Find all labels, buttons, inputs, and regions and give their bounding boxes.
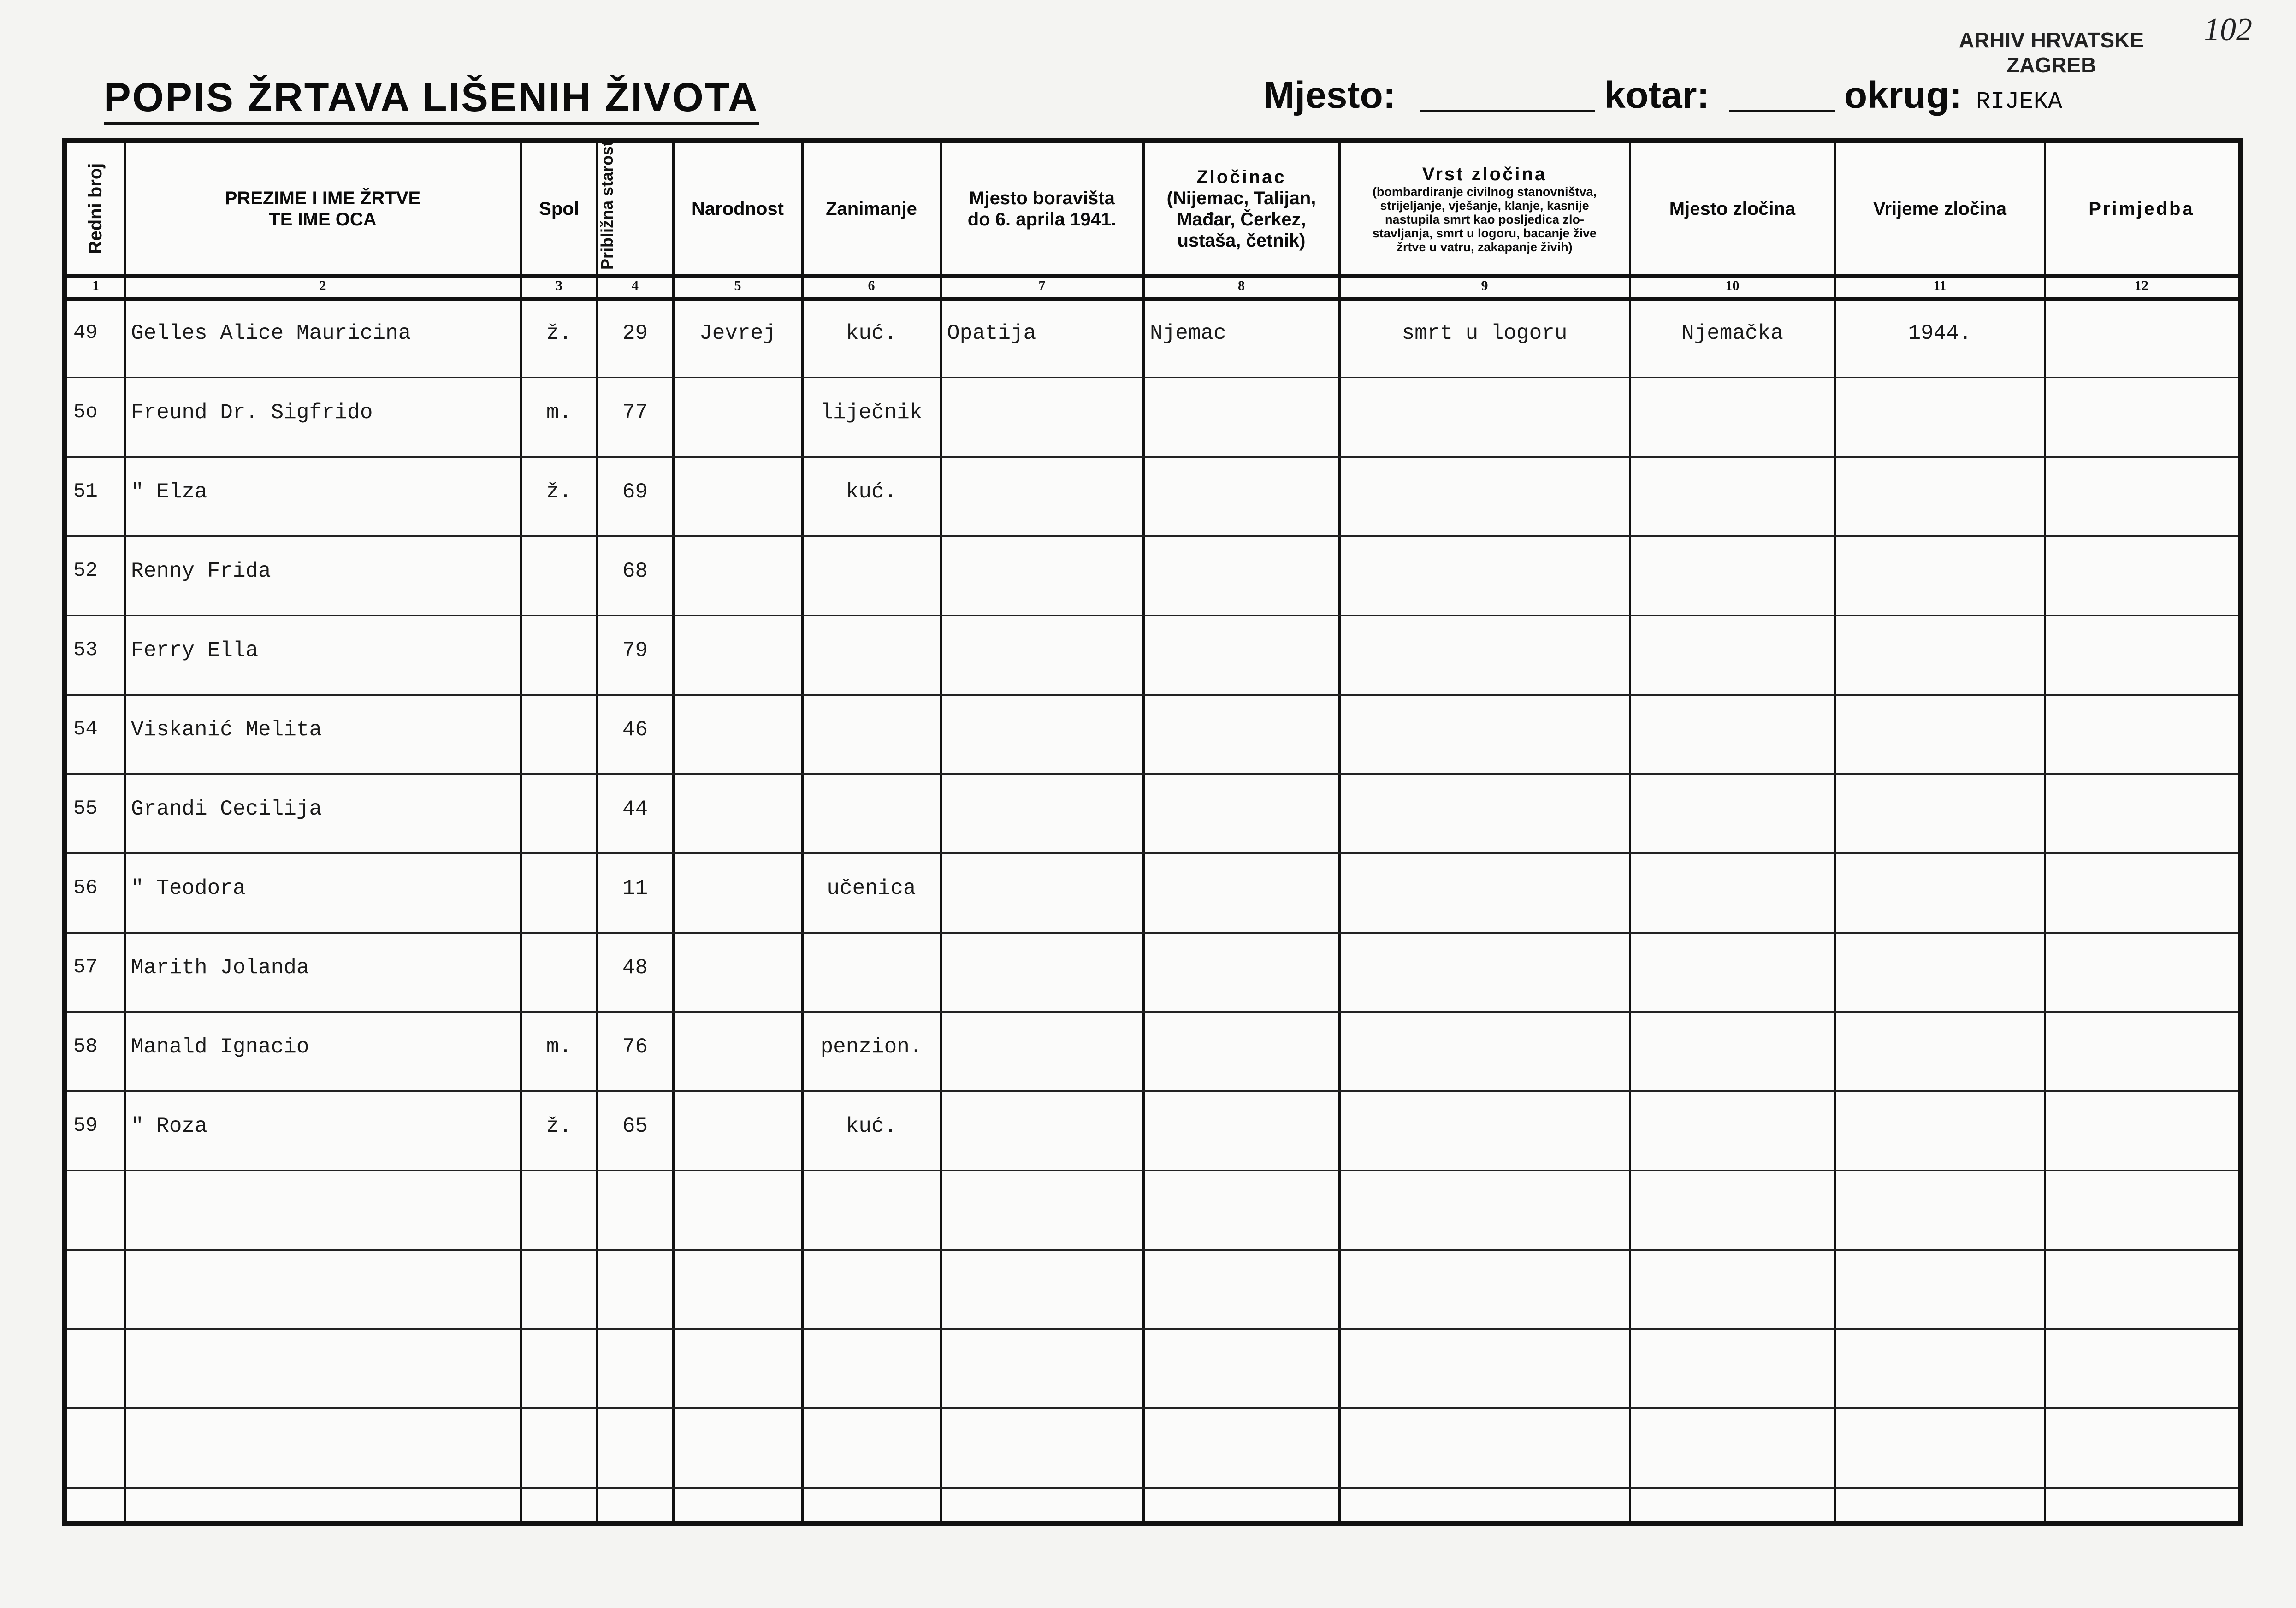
row-divider [67, 377, 2238, 378]
column-divider [596, 143, 598, 1521]
cell-name: Ferry Ella [131, 638, 259, 662]
cell-no: 57 [73, 956, 98, 979]
column-header-8-line-2: (Nijemac, Talijan, [1166, 188, 1316, 208]
column-number-8: 8 [1238, 278, 1245, 293]
archive-stamp [1959, 28, 2144, 77]
cell-sex: ž. [546, 1114, 572, 1138]
column-header-8-line-4: ustaša, četnik) [1177, 230, 1306, 251]
cell-res: Opatija [947, 321, 1036, 345]
row-divider [67, 1170, 2238, 1171]
row-divider [67, 1328, 2238, 1330]
cell-no: 52 [73, 559, 98, 582]
cell-nat: Jevrej [699, 321, 776, 345]
row-divider [67, 852, 2238, 854]
kotar-field [1604, 74, 1713, 117]
cell-occ: kuć. [846, 480, 897, 504]
column-header-8-line-3: Mađar, Čerkez, [1177, 209, 1306, 230]
cell-sex: ž. [546, 321, 572, 345]
mjesto-underline [1420, 110, 1595, 112]
okrug-value: RIJEKA [1976, 88, 2063, 115]
column-header-9-line-2: (bombardiranje civilnog stanovništva, [1372, 184, 1597, 199]
cell-sex: m. [546, 1035, 572, 1059]
column-header-1: Redni broj [85, 163, 106, 254]
column-number-7: 7 [1038, 278, 1046, 293]
column-header-5-line-1: Narodnost [692, 198, 784, 219]
kotar-label: kotar: [1604, 74, 1710, 116]
cell-occ: penzion. [820, 1035, 923, 1059]
page-number: 102 [2204, 12, 2252, 47]
mjesto-field [1263, 74, 1399, 117]
column-header-2-line-2: TE IME OCA [269, 209, 377, 230]
row-divider [67, 773, 2238, 775]
column-header-8 [1143, 148, 1339, 270]
cell-no: 54 [73, 718, 98, 741]
cell-age: 44 [622, 797, 648, 821]
column-number-2: 2 [319, 278, 326, 293]
column-header-7-line-1: Mjesto boravišta [969, 188, 1115, 208]
cell-age: 79 [622, 638, 648, 662]
archive-stamp-line2: ZAGREB [2006, 53, 2096, 77]
column-number-12: 12 [2135, 278, 2148, 293]
cell-no: 49 [73, 321, 98, 344]
cell-age: 77 [622, 401, 648, 425]
cell-age: 68 [622, 559, 648, 583]
cell-name: Grandi Cecilija [131, 797, 322, 821]
column-number-5: 5 [734, 278, 741, 293]
column-header-9 [1339, 148, 1630, 270]
column-header-2-line-1: PREZIME I IME ŽRTVE [225, 188, 421, 208]
cell-occ: kuć. [846, 1114, 897, 1138]
cell-name: Manald Ignacio [131, 1035, 309, 1059]
column-header-9-line-4: nastupila smrt kao posljedica zlo- [1385, 212, 1585, 226]
kotar-underline [1729, 110, 1835, 112]
column-divider [940, 143, 942, 1521]
column-divider [520, 143, 522, 1521]
row-divider [67, 694, 2238, 696]
cell-sex: m. [546, 401, 572, 425]
column-number-1: 1 [92, 278, 99, 293]
header-divider [67, 274, 2238, 278]
column-header-2 [124, 148, 521, 270]
cell-no: 51 [73, 480, 98, 503]
column-divider [1629, 143, 1631, 1521]
archive-stamp-line1: ARHIV HRVATSKE [1959, 28, 2144, 52]
cell-name: " Elza [131, 480, 207, 504]
cell-no: 56 [73, 876, 98, 899]
cell-name: Viskanić Melita [131, 718, 322, 742]
column-number-9: 9 [1481, 278, 1488, 293]
row-divider [67, 1487, 2238, 1489]
cell-name: " Teodora [131, 876, 246, 900]
column-divider [2044, 143, 2046, 1521]
cell-age: 69 [622, 480, 648, 504]
row-divider [67, 456, 2238, 458]
cell-occ: kuć. [846, 321, 897, 345]
row-divider [67, 932, 2238, 934]
column-number-11: 11 [1933, 278, 1947, 293]
column-number-4: 4 [632, 278, 639, 293]
column-divider [801, 143, 804, 1521]
column-header-4: Približna starost [598, 140, 616, 270]
column-header-8-line-1: Zločinac [1196, 166, 1286, 187]
column-header-3-line-1: Spol [539, 198, 579, 219]
row-divider [67, 1249, 2238, 1251]
column-header-9-line-1: Vrst zločina [1422, 164, 1547, 184]
column-header-12 [2045, 148, 2238, 270]
column-header-5 [673, 148, 802, 270]
victims-table [62, 138, 2243, 1526]
row-divider [67, 1407, 2238, 1409]
column-divider [672, 143, 675, 1521]
column-number-divider [67, 297, 2238, 301]
column-header-11 [1835, 148, 2045, 270]
column-divider [1142, 143, 1145, 1521]
cell-name: Renny Frida [131, 559, 271, 583]
cell-age: 76 [622, 1035, 648, 1059]
column-number-3: 3 [556, 278, 562, 293]
column-header-7 [941, 148, 1143, 270]
document-title: POPIS ŽRTAVA LIŠENIH ŽIVOTA [104, 74, 759, 125]
column-header-9-line-5: stavljanja, smrt u logoru, bacanje žive [1372, 226, 1597, 240]
cell-perp: Njemac [1150, 321, 1226, 345]
cell-no: 5o [73, 401, 98, 424]
row-divider [67, 535, 2238, 537]
cell-age: 65 [622, 1114, 648, 1138]
cell-name: Freund Dr. Sigfrido [131, 401, 373, 425]
column-header-6 [802, 148, 941, 270]
cell-age: 46 [622, 718, 648, 742]
cell-time: 1944. [1908, 321, 1972, 345]
column-divider [1338, 143, 1341, 1521]
mjesto-label: Mjesto: [1263, 74, 1396, 116]
cell-crime: smrt u logoru [1402, 321, 1568, 345]
cell-age: 11 [622, 876, 648, 900]
column-header-11-line-1: Vrijeme zločina [1873, 198, 2007, 219]
column-header-9-line-6: žrtve u vatru, zakapanje živih) [1397, 240, 1573, 254]
column-header-10 [1630, 148, 1835, 270]
cell-name: " Roza [131, 1114, 207, 1138]
column-header-10-line-1: Mjesto zločina [1669, 198, 1796, 219]
cell-sex: ž. [546, 480, 572, 504]
column-header-3 [521, 148, 597, 270]
column-number-10: 10 [1725, 278, 1740, 293]
column-header-7-line-2: do 6. aprila 1941. [967, 209, 1117, 230]
okrug-label: okrug: [1844, 74, 1962, 116]
column-header-6-line-1: Zanimanje [826, 198, 917, 219]
okrug-field [1844, 74, 2062, 117]
cell-age: 29 [622, 321, 648, 345]
cell-no: 59 [73, 1114, 98, 1137]
column-header-9-line-3: strijeljanje, vješanje, klanje, kasnije [1380, 198, 1589, 213]
cell-no: 53 [73, 638, 98, 662]
cell-name: Gelles Alice Mauricina [131, 321, 411, 345]
column-number-6: 6 [868, 278, 875, 293]
cell-no: 58 [73, 1035, 98, 1058]
column-divider [124, 143, 126, 1521]
column-header-12-line-1: Primjedba [2089, 198, 2195, 219]
cell-occ: učenica [827, 876, 916, 900]
row-divider [67, 1011, 2238, 1013]
cell-occ: liječnik [820, 401, 923, 425]
cell-age: 48 [622, 956, 648, 980]
cell-no: 55 [73, 797, 98, 820]
cell-name: Marith Jolanda [131, 956, 309, 980]
row-divider [67, 615, 2238, 616]
column-divider [1834, 143, 1836, 1521]
cell-place: Njemačka [1681, 321, 1783, 345]
row-divider [67, 1090, 2238, 1092]
